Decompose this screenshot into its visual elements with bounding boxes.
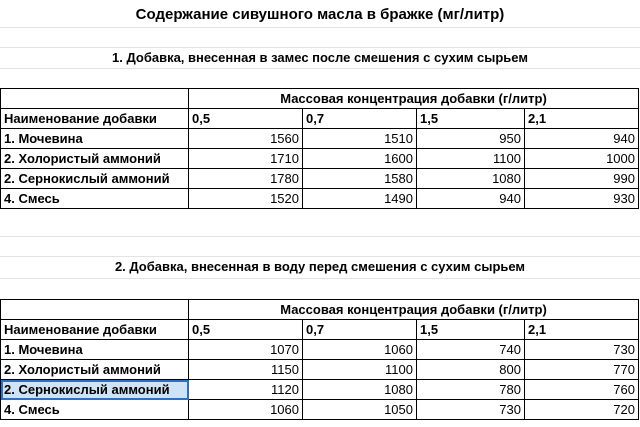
concentration-cell[interactable]: 2,1 <box>525 109 639 129</box>
additive-name-cell[interactable]: 1. Мочевина <box>1 340 189 360</box>
table-row <box>1 400 639 420</box>
concentration-cell[interactable]: 0,7 <box>303 109 417 129</box>
value-cell[interactable]: 740 <box>417 340 525 360</box>
table-row <box>1 360 639 380</box>
blank-cell[interactable] <box>1 300 189 320</box>
value-cell[interactable]: 720 <box>525 400 639 420</box>
additive-name-cell[interactable]: 1. Мочевина <box>1 129 189 149</box>
value-cell[interactable]: 1520 <box>189 189 303 209</box>
value-cell[interactable]: 930 <box>525 189 639 209</box>
table-section-2 <box>0 299 639 420</box>
value-cell[interactable]: 760 <box>525 380 639 400</box>
additive-name-cell[interactable]: 2. Холористый аммоний <box>1 360 189 380</box>
additive-name-cell[interactable]: 2. Сернокислый аммоний <box>1 169 189 189</box>
value-cell[interactable]: 1050 <box>303 400 417 420</box>
additive-name-cell[interactable]: 4. Смесь <box>1 189 189 209</box>
value-cell[interactable]: 1580 <box>303 169 417 189</box>
value-cell[interactable]: 1510 <box>303 129 417 149</box>
value-cell[interactable]: 990 <box>525 169 639 189</box>
name-header[interactable]: Наименование добавки <box>1 320 189 340</box>
value-cell[interactable]: 940 <box>417 189 525 209</box>
value-cell[interactable]: 950 <box>417 129 525 149</box>
value-cell[interactable]: 1100 <box>417 149 525 169</box>
value-cell[interactable]: 1780 <box>189 169 303 189</box>
table-section-1 <box>0 88 639 209</box>
concentration-cell[interactable]: 0,7 <box>303 320 417 340</box>
value-cell[interactable]: 1100 <box>303 360 417 380</box>
value-cell[interactable]: 1000 <box>525 149 639 169</box>
table-row <box>1 340 639 360</box>
value-cell[interactable]: 730 <box>525 340 639 360</box>
table-row <box>1 109 639 129</box>
table-row <box>1 169 639 189</box>
value-cell[interactable]: 1080 <box>303 380 417 400</box>
section-1-heading[interactable]: 1. Добавка, внесенная в замес после смешения с сухим сырьем <box>112 50 528 65</box>
value-cell[interactable]: 1150 <box>189 360 303 380</box>
concentration-header[interactable]: Массовая концентрация добавки (г/литр) <box>189 300 639 320</box>
value-cell[interactable]: 1060 <box>189 400 303 420</box>
selected-additive-name-cell[interactable]: 2. Сернокислый аммоний <box>1 380 189 400</box>
value-cell[interactable]: 1120 <box>189 380 303 400</box>
table-row <box>1 380 639 400</box>
value-cell[interactable]: 800 <box>417 360 525 380</box>
table-row <box>1 300 639 320</box>
value-cell[interactable]: 730 <box>417 400 525 420</box>
value-cell[interactable]: 1600 <box>303 149 417 169</box>
value-cell[interactable]: 1080 <box>417 169 525 189</box>
table-row <box>1 320 639 340</box>
concentration-cell[interactable]: 2,1 <box>525 320 639 340</box>
value-cell[interactable]: 1060 <box>303 340 417 360</box>
concentration-cell[interactable]: 1,5 <box>417 109 525 129</box>
concentration-cell[interactable]: 0,5 <box>189 109 303 129</box>
additive-name-cell[interactable]: 2. Холористый аммоний <box>1 149 189 169</box>
concentration-cell[interactable]: 1,5 <box>417 320 525 340</box>
concentration-header[interactable]: Массовая концентрация добавки (г/литр) <box>189 89 639 109</box>
table-row <box>1 149 639 169</box>
value-cell[interactable]: 1490 <box>303 189 417 209</box>
table-row <box>1 129 639 149</box>
name-header[interactable]: Наименование добавки <box>1 109 189 129</box>
table-row <box>1 189 639 209</box>
value-cell[interactable]: 1070 <box>189 340 303 360</box>
blank-cell[interactable] <box>1 89 189 109</box>
sheet-title[interactable]: Содержание сивушного масла в бражке (мг/литр) <box>135 6 505 23</box>
section-2-heading[interactable]: 2. Добавка, внесенная в воду перед смешения с сухим сырьем <box>114 259 526 274</box>
value-cell[interactable]: 1710 <box>189 149 303 169</box>
table-row <box>1 89 639 109</box>
value-cell[interactable]: 770 <box>525 360 639 380</box>
concentration-cell[interactable]: 0,5 <box>189 320 303 340</box>
value-cell[interactable]: 780 <box>417 380 525 400</box>
value-cell[interactable]: 940 <box>525 129 639 149</box>
additive-name-cell[interactable]: 4. Смесь <box>1 400 189 420</box>
value-cell[interactable]: 1560 <box>189 129 303 149</box>
